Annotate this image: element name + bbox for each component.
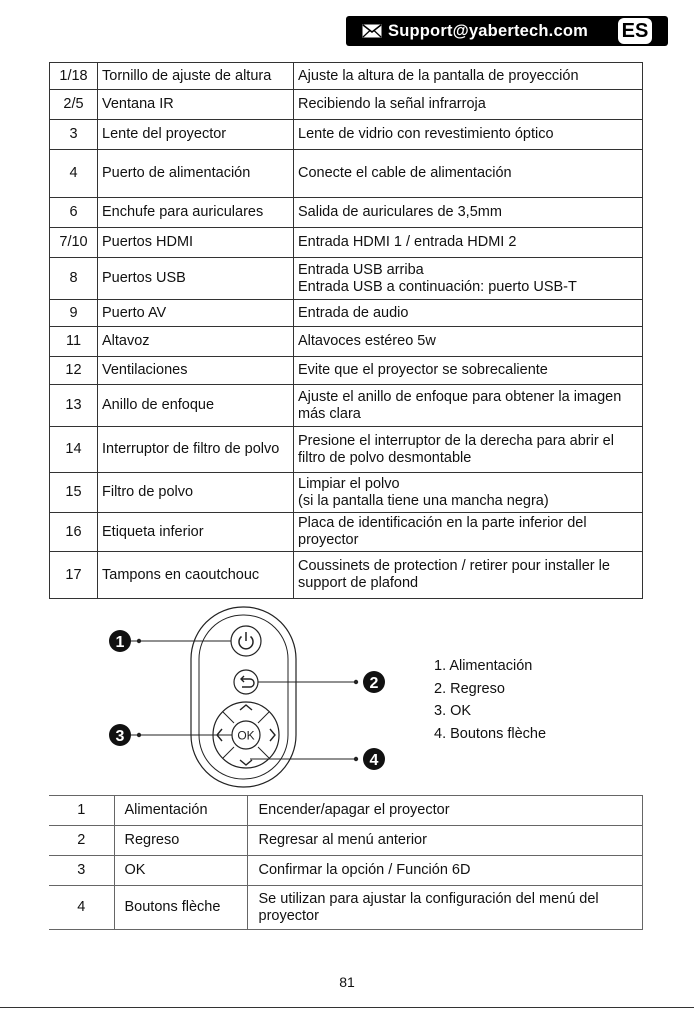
part-name: Puertos USB: [98, 258, 294, 300]
button-name: Alimentación: [114, 796, 247, 826]
ok-label: OK: [237, 728, 255, 743]
legend-item: 4. Boutons flèche: [434, 725, 547, 742]
button-number: 3: [49, 856, 114, 886]
part-number: 3: [50, 120, 98, 150]
legend-item: 3. OK: [434, 703, 472, 719]
table-row: [50, 327, 643, 357]
part-description: Limpiar el polvo (si la pantalla tiene una mancha negra): [294, 473, 643, 513]
part-description: Altavoces estéreo 5w: [294, 327, 643, 357]
button-description: Encender/apagar el proyector: [247, 796, 642, 826]
table-row: [49, 886, 642, 930]
part-name: Ventana IR: [98, 90, 294, 120]
legend-item: 1. Alimentación: [434, 658, 533, 674]
table-row: [50, 63, 643, 90]
support-email[interactable]: Support@yabertech.com: [388, 21, 588, 40]
part-number: 11: [50, 327, 98, 357]
language-badge: ES: [618, 18, 652, 44]
table-row: [50, 357, 643, 385]
part-name: Enchufe para auriculares: [98, 198, 294, 228]
page-number: 81: [339, 974, 355, 990]
legend-item: 2. Regreso: [434, 680, 505, 697]
part-description: Ajuste la altura de la pantalla de proyección: [294, 63, 643, 90]
table-row: [50, 473, 643, 513]
support-header: [346, 16, 668, 46]
remote-legend: [434, 655, 546, 745]
button-name: Regreso: [114, 826, 247, 856]
table-row: [50, 258, 643, 300]
part-description: Coussinets de protection / retirer pour installer le support de plafond: [294, 552, 643, 599]
table-row: [50, 198, 643, 228]
table-row: [50, 90, 643, 120]
part-name: Anillo de enfoque: [98, 385, 294, 427]
part-number: 7/10: [50, 228, 98, 258]
part-description: Lente de vidrio con revestimiento óptico: [294, 120, 643, 150]
envelope-icon: [362, 24, 382, 38]
part-name: Puertos HDMI: [98, 228, 294, 258]
button-description: Regresar al menú anterior: [247, 826, 642, 856]
part-name: Ventilaciones: [98, 357, 294, 385]
part-description: Placa de identificación en la parte inferior del proyector: [294, 513, 643, 552]
button-number: 4: [49, 886, 114, 930]
table-row: [50, 513, 643, 552]
button-name: OK: [114, 856, 247, 886]
table-row: [50, 552, 643, 599]
part-description: Evite que el proyector se sobrecaliente: [294, 357, 643, 385]
button-number: 2: [49, 826, 114, 856]
part-name: Altavoz: [98, 327, 294, 357]
part-number: 2/5: [50, 90, 98, 120]
svg-text:4: 4: [369, 752, 379, 769]
table-row: [50, 150, 643, 198]
part-description: Entrada USB arriba Entrada USB a continuación: puerto USB-T: [294, 258, 643, 300]
button-number: 1: [49, 796, 114, 826]
buttons-table: [49, 795, 643, 930]
part-number: 6: [50, 198, 98, 228]
parts-table: [49, 62, 643, 599]
part-name: Filtro de polvo: [98, 473, 294, 513]
part-number: 12: [50, 357, 98, 385]
table-row: [50, 385, 643, 427]
button-description: Se utilizan para ajustar la configuración del menú del proyector: [247, 886, 642, 930]
svg-text:3: 3: [115, 728, 125, 745]
button-description: Confirmar la opción / Función 6D: [247, 856, 642, 886]
part-name: Puerto AV: [98, 300, 294, 327]
part-number: 14: [50, 427, 98, 473]
part-description: Salida de auriculares de 3,5mm: [294, 198, 643, 228]
part-number: 4: [50, 150, 98, 198]
part-description: Conecte el cable de alimentación: [294, 150, 643, 198]
part-description: Entrada HDMI 1 / entrada HDMI 2: [294, 228, 643, 258]
part-number: 13: [50, 385, 98, 427]
part-number: 16: [50, 513, 98, 552]
part-number: 1/18: [50, 63, 98, 90]
svg-text:1: 1: [115, 634, 125, 651]
part-name: Tampons en caoutchouc: [98, 552, 294, 599]
part-name: Etiqueta inferior: [98, 513, 294, 552]
part-description: Recibiendo la señal infrarroja: [294, 90, 643, 120]
remote-control-diagram: [100, 605, 410, 790]
table-row: [50, 300, 643, 327]
footer-divider: [0, 1007, 694, 1008]
part-name: Interruptor de filtro de polvo: [98, 427, 294, 473]
part-number: 15: [50, 473, 98, 513]
table-row: [50, 120, 643, 150]
part-description: Presione el interruptor de la derecha para abrir el filtro de polvo desmontable: [294, 427, 643, 473]
part-number: 8: [50, 258, 98, 300]
part-number: 9: [50, 300, 98, 327]
part-description: Ajuste el anillo de enfoque para obtener la imagen más clara: [294, 385, 643, 427]
part-name: Tornillo de ajuste de altura: [98, 63, 294, 90]
table-row: [49, 796, 642, 826]
part-name: Lente del proyector: [98, 120, 294, 150]
part-description: Entrada de audio: [294, 300, 643, 327]
table-row: [50, 427, 643, 473]
part-number: 17: [50, 552, 98, 599]
table-row: [49, 856, 642, 886]
part-name: Puerto de alimentación: [98, 150, 294, 198]
svg-text:2: 2: [369, 675, 379, 692]
table-row: [50, 228, 643, 258]
table-row: [49, 826, 642, 856]
button-name: Boutons flèche: [114, 886, 247, 930]
